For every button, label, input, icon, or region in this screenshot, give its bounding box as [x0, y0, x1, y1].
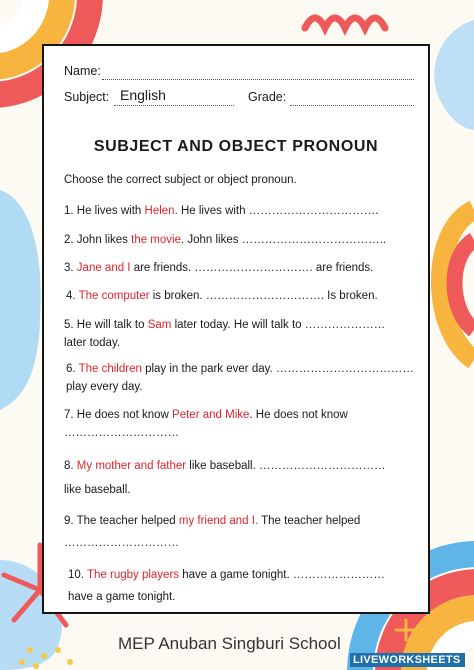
question-3: 3. Jane and I are friends. …………………………. are friends. — [64, 262, 374, 274]
name-field[interactable] — [102, 79, 414, 80]
zigzag-top-icon — [305, 18, 385, 28]
question-7: 7. He does not know Peter and Mike. He does not know ………………………… — [64, 409, 348, 439]
highlight: Jane and I — [76, 262, 131, 274]
question-8: 8. My mother and father like baseball. …………………………… like baseball. — [64, 460, 386, 496]
highlight: the movie — [131, 234, 181, 246]
question-4: 4. The computer is broken. …………………………. Is broken. — [66, 290, 378, 302]
name-label: Name: — [64, 64, 101, 78]
grade-field[interactable] — [290, 105, 414, 106]
question-6: 6. The children play in the park ever day. ……………………………… play every day. — [66, 363, 414, 393]
highlight: Helen. — [144, 205, 178, 217]
rainbow-right-icon — [441, 210, 474, 360]
question-1: 1. He lives with Helen. He lives with ……………………………. — [64, 205, 379, 217]
highlight: My mother and father — [76, 460, 187, 472]
liveworksheets-logo[interactable]: LIVEWORKSHEETS — [350, 653, 465, 667]
highlight: Sam — [147, 319, 172, 331]
school-footer: MEP Anuban Singburi School — [118, 634, 341, 653]
worksheet-card — [42, 44, 430, 614]
grade-label: Grade: — [248, 90, 287, 104]
subject-label: Subject: — [64, 90, 110, 104]
instructions: Choose the correct subject or object pronoun. — [64, 174, 297, 186]
question-10: 10. The rugby players have a game tonight. …………………… have a game tonight. — [68, 569, 385, 603]
subject-field-line — [114, 105, 234, 106]
highlight: my friend and I. — [178, 515, 259, 527]
worksheet-title: SUBJECT AND OBJECT PRONOUN — [93, 138, 379, 155]
highlight: The children — [78, 363, 142, 375]
question-2: 2. John likes the movie. John likes ……………………………….. — [64, 234, 387, 246]
question-9: 9. The teacher helped my friend and I. The teacher helped ………………………… — [64, 515, 361, 549]
subject-value: English — [120, 87, 166, 103]
highlight: The rugby players — [86, 569, 180, 581]
highlight: The computer — [78, 290, 150, 302]
highlight: Peter and Mike — [172, 409, 250, 421]
question-5: 5. He will talk to Sam later today. He will talk to ………………… later today. — [64, 319, 386, 349]
